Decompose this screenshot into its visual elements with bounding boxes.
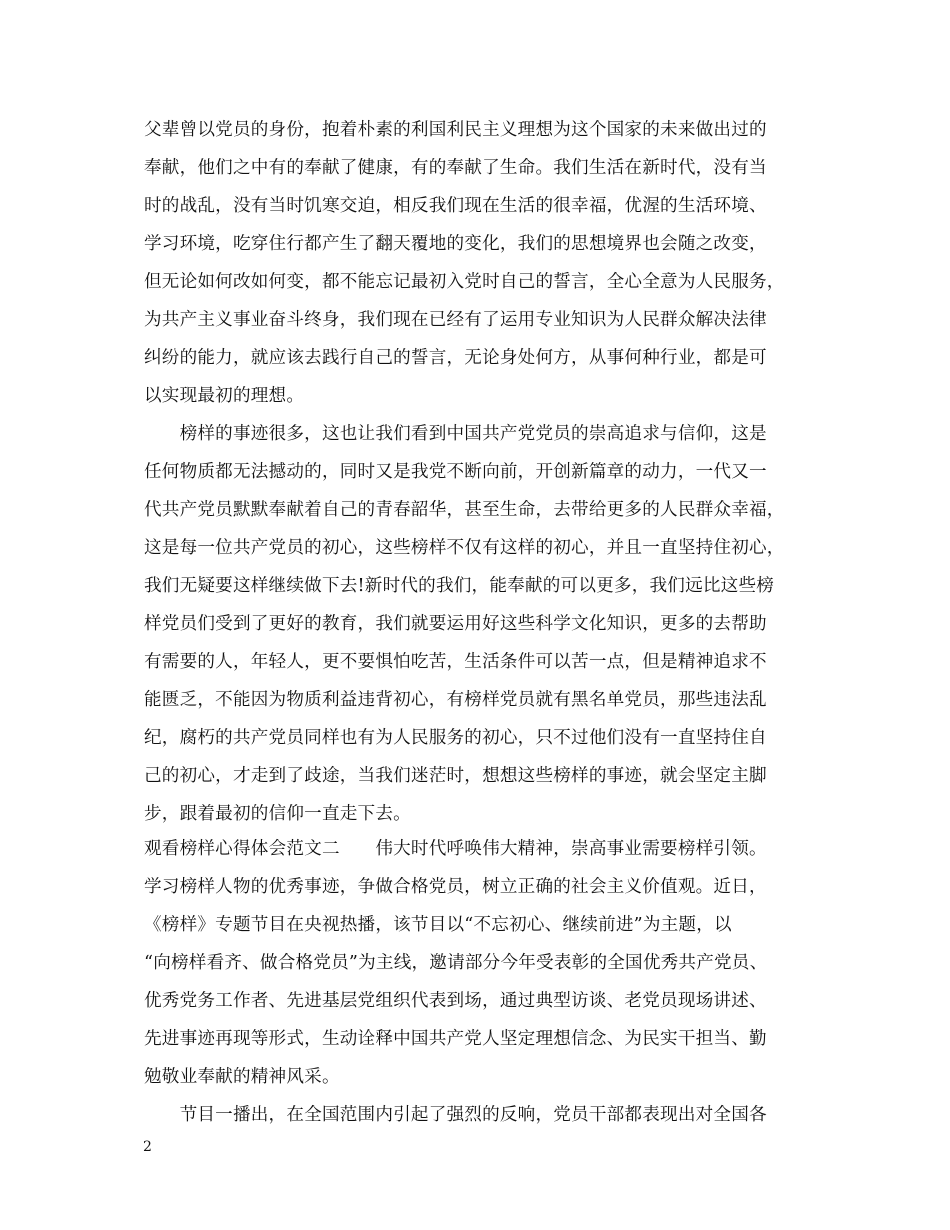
text-line: 时的战乱，没有当时饥寒交迫，相反我们现在生活的很幸福，优渥的生活环境、 (144, 196, 767, 216)
text-line: 榜样的事迹很多，这也让我们看到中国共产党党员的崇高追求与信仰，这是 (144, 424, 767, 444)
text-line: 能匮乏，不能因为物质利益违背初心，有榜样党员就有黑名单党员，那些违法乱 (144, 690, 767, 710)
text-line: 学习榜样人物的优秀事迹，争做合格党员，树立正确的社会主义价值观。近日， (144, 877, 767, 897)
text-line: 纠纷的能力，就应该去践行自己的誓言，无论身处何方，从事何种行业，都是可 (144, 348, 767, 368)
text-line: 学习环境，吃穿住行都产生了翻天覆地的变化，我们的思想境界也会随之改变， (144, 234, 767, 254)
text-line: 但无论如何改如何变，都不能忘记最初入党时自己的誓言，全心全意为人民服务， (144, 272, 785, 292)
text-line: 勉敬业奉献的精神风采。 (144, 1067, 340, 1087)
text-line: 任何物质都无法撼动的，同时又是我党不断向前，开创新篇章的动力，一代又一 (144, 462, 767, 482)
text-line: 己的初心，才走到了歧途，当我们迷茫时，想想这些榜样的事迹，就会坚定主脚 (144, 766, 767, 786)
text-line: 有需要的人，年轻人，更不要惧怕吃苦，生活条件可以苦一点，但是精神追求不 (144, 652, 767, 672)
text-line: 观看榜样心得体会范文二 伟大时代呼唤伟大精神，崇高事业需要榜样引领。 (144, 839, 767, 859)
text-line: 为共产主义事业奋斗终身，我们现在已经有了运用专业知识为人民群众解决法律 (144, 310, 767, 330)
text-line: 纪，腐朽的共产党员同样也有为人民服务的初心，只不过他们没有一直坚持住自 (144, 728, 767, 748)
text-line: 样党员们受到了更好的教育，我们就要运用好这些科学文化知识，更多的去帮助 (144, 614, 767, 634)
text-line: 父辈曾以党员的身份，抱着朴素的利国利民主义理想为这个国家的未来做出过的 (144, 120, 767, 140)
text-line: 优秀党务工作者、先进基层党组织代表到场，通过典型访谈、老党员现场讲述、 (144, 991, 767, 1011)
text-line: 以实现最初的理想。 (144, 386, 305, 406)
page-number: 2 (143, 1139, 152, 1155)
text-line: 奉献，他们之中有的奉献了健康，有的奉献了生命。我们生活在新时代，没有当 (144, 158, 767, 178)
text-line: 节目一播出，在全国范围内引起了强烈的反响，党员干部都表现出对全国各 (144, 1105, 767, 1125)
text-line: 这是每一位共产党员的初心，这些榜样不仅有这样的初心，并且一直坚持住初心， (144, 538, 785, 558)
text-line: “向榜样看齐、做合格党员”为主线，邀请部分今年受表彰的全国优秀共产党员、 (144, 953, 768, 973)
text-line: 步，跟着最初的信仰一直走下去。 (144, 804, 411, 824)
text-line: 先进事迹再现等形式，生动诠释中国共产党人坚定理想信念、为民实干担当、勤 (144, 1029, 767, 1049)
text-line: 代共产党员默默奉献着自己的青春韶华，甚至生命，去带给更多的人民群众幸福， (144, 500, 785, 520)
text-line: 《榜样》专题节目在央视热播，该节目以“不忘初心、继续前进”为主题，以 (144, 915, 732, 935)
text-line: 我们无疑要这样继续做下去!新时代的我们，能奉献的可以更多，我们远比这些榜 (144, 576, 775, 596)
